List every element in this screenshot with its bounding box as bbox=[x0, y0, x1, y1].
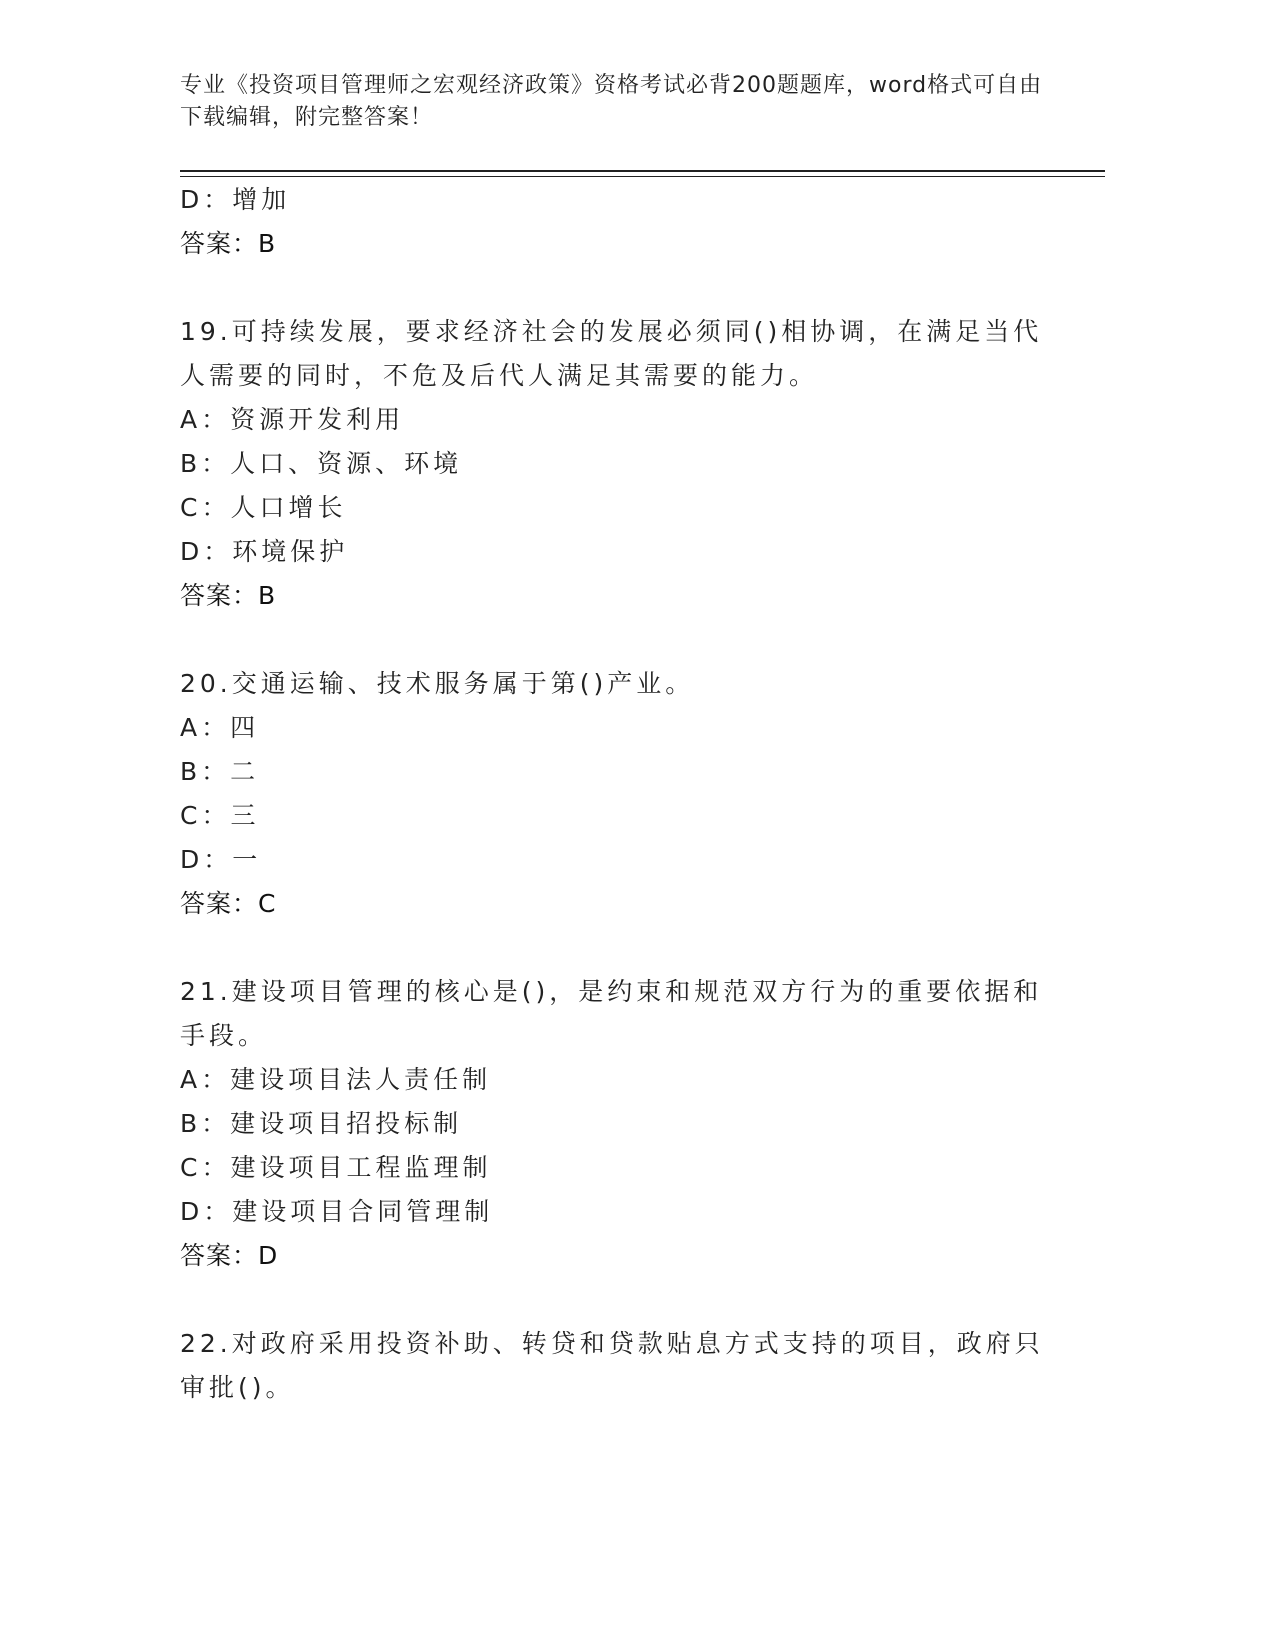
spacer bbox=[180, 266, 1060, 310]
question-19 bbox=[180, 310, 1060, 618]
option-d: D：环境保护 bbox=[180, 537, 349, 566]
question-text: 22.对政府采用投资补助、转贷和贷款贴息方式支持的项目，政府只审批()。 bbox=[180, 1329, 1044, 1402]
question-22 bbox=[180, 1322, 1060, 1410]
option-d: D：建设项目合同管理制 bbox=[180, 1197, 494, 1226]
prev-option-d: D：增加 bbox=[180, 185, 291, 214]
answer: 答案：B bbox=[180, 581, 277, 610]
option-a: A：建设项目法人责任制 bbox=[180, 1065, 492, 1094]
option-b: B：建设项目招投标制 bbox=[180, 1109, 463, 1138]
option-d: D：一 bbox=[180, 845, 262, 874]
option-c: C：三 bbox=[180, 801, 260, 830]
option-b: B：人口、资源、环境 bbox=[180, 449, 463, 478]
prev-answer: 答案：B bbox=[180, 229, 277, 258]
header-divider-thin bbox=[180, 176, 1105, 177]
spacer bbox=[180, 1278, 1060, 1322]
option-b: B：二 bbox=[180, 757, 260, 786]
question-text: 21.建设项目管理的核心是()，是约束和规范双方行为的重要依据和手段。 bbox=[180, 977, 1043, 1050]
option-c: C：建设项目工程监理制 bbox=[180, 1153, 492, 1182]
spacer bbox=[180, 926, 1060, 970]
header-divider bbox=[180, 170, 1105, 172]
option-c: C：人口增长 bbox=[180, 493, 347, 522]
option-a: A：四 bbox=[180, 713, 260, 742]
question-21 bbox=[180, 970, 1060, 1278]
question-list bbox=[180, 178, 1060, 1410]
question-text: 20.交通运输、技术服务属于第()产业。 bbox=[180, 669, 695, 698]
page-header: 专业《投资项目管理师之宏观经济政策》资格考试必背200题题库，word格式可自由下载编辑，附完整答案！ bbox=[180, 73, 1043, 130]
spacer bbox=[180, 618, 1060, 662]
question-text: 19.可持续发展，要求经济社会的发展必须同()相协调，在满足当代人需要的同时，不危及后代人满足其需要的能力。 bbox=[180, 317, 1043, 390]
answer: 答案：C bbox=[180, 889, 277, 918]
question-20 bbox=[180, 662, 1060, 926]
answer: 答案：D bbox=[180, 1241, 279, 1270]
option-a: A：资源开发利用 bbox=[180, 405, 405, 434]
